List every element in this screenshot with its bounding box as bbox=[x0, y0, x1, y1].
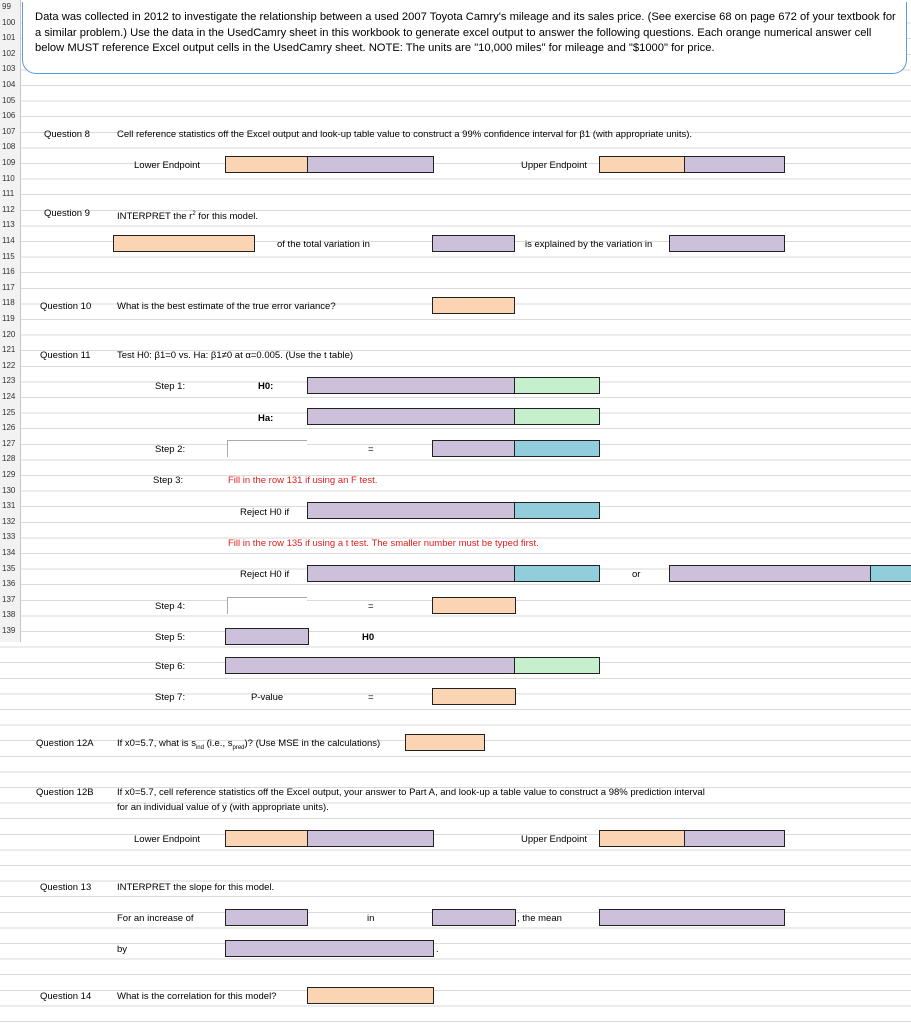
q9-variable-cell-2[interactable] bbox=[669, 235, 785, 252]
q9-percent-cell[interactable] bbox=[113, 235, 255, 252]
row-number[interactable]: 108 bbox=[2, 142, 16, 152]
row-number[interactable]: 99 bbox=[2, 2, 11, 11]
or-label: or bbox=[632, 569, 641, 580]
row-number[interactable]: 135 bbox=[2, 563, 16, 573]
period-label: . bbox=[436, 944, 439, 955]
step-2-equals: = bbox=[368, 444, 374, 455]
row-number[interactable]: 134 bbox=[2, 548, 16, 557]
question-12b-label: Question 12B bbox=[36, 787, 94, 798]
row-number[interactable]: 118 bbox=[2, 298, 15, 308]
row-number[interactable]: 106 bbox=[2, 111, 16, 121]
question-11-label: Question 11 bbox=[40, 350, 91, 361]
p-value-cell[interactable] bbox=[432, 688, 516, 705]
question-12b-text-line-1: If x0=5.7, cell reference statistics off the Excel output, your answer to Part A, and look-up a table value to construct a 98% prediction interval bbox=[117, 787, 705, 798]
question-10-label: Question 10 bbox=[40, 301, 92, 312]
step-6-label: Step 6: bbox=[155, 661, 186, 672]
q9-middle-text-1: of the total variation in bbox=[277, 239, 370, 250]
question-8-text: Cell reference statistics off the Excel output and look-up table value to construct a 99% confidence interval for β1 (with appropriate units). bbox=[117, 129, 693, 140]
question-14-label: Question 14 bbox=[40, 991, 92, 1002]
row-number[interactable]: 100 bbox=[2, 17, 16, 27]
row-number[interactable]: 109 bbox=[2, 158, 16, 167]
question-12a-label: Question 12A bbox=[36, 738, 94, 749]
step-2-label: Step 2: bbox=[155, 444, 186, 455]
h0-label: H0: bbox=[258, 381, 274, 392]
row-number[interactable]: 139 bbox=[2, 626, 16, 635]
row-number[interactable]: 105 bbox=[2, 95, 16, 105]
reject-h0-label-t: Reject H0 if bbox=[240, 569, 290, 580]
q9-middle-text-2: is explained by the variation in bbox=[525, 239, 653, 250]
h0-value-cell[interactable] bbox=[514, 377, 600, 394]
reject-t-condition-cell-2[interactable] bbox=[669, 565, 872, 582]
ha-label: Ha: bbox=[258, 413, 274, 424]
row-number[interactable]: 123 bbox=[2, 376, 16, 386]
row-number[interactable]: 126 bbox=[2, 423, 16, 433]
p-value-label: P-value bbox=[251, 692, 284, 703]
question-10-text: What is the best estimate of the true error variance? bbox=[117, 301, 336, 312]
lower-endpoint-label: Lower Endpoint bbox=[134, 160, 201, 171]
q14-answer-cell[interactable] bbox=[307, 987, 434, 1004]
row-number[interactable]: 117 bbox=[2, 282, 15, 292]
upper-endpoint-label: Upper Endpoint bbox=[521, 160, 588, 171]
reject-f-value-cell[interactable] bbox=[514, 502, 600, 519]
row-number[interactable]: 128 bbox=[2, 454, 16, 464]
question-14-text: What is the correlation for this model? bbox=[117, 991, 277, 1002]
row-number[interactable]: 104 bbox=[2, 80, 16, 89]
step-5-h0-label: H0 bbox=[362, 632, 375, 643]
row-number[interactable]: 129 bbox=[2, 470, 16, 479]
row-number[interactable]: 133 bbox=[2, 532, 16, 542]
row-number[interactable]: 127 bbox=[2, 438, 16, 448]
question-13-label: Question 13 bbox=[40, 882, 92, 893]
step-2-blank-cell[interactable] bbox=[227, 440, 307, 457]
q10-answer-cell[interactable] bbox=[432, 297, 515, 314]
row-number[interactable]: 113 bbox=[2, 220, 15, 230]
in-label: in bbox=[367, 913, 375, 924]
q12b-upper-cell-2[interactable] bbox=[684, 830, 785, 847]
row-number[interactable]: 110 bbox=[2, 173, 15, 183]
q13-response-cell[interactable] bbox=[599, 909, 785, 926]
row-number[interactable]: 124 bbox=[2, 392, 16, 401]
q12b-lower-endpoint-label: Lower Endpoint bbox=[134, 834, 201, 845]
q8-lower-cell-2[interactable] bbox=[307, 156, 434, 173]
q8-lower-cell-1[interactable] bbox=[225, 156, 308, 173]
question-11-text: Test H0: β1=0 vs. Ha: β1≠0 at α=0.005. (Use the t table) bbox=[117, 350, 354, 361]
row-number[interactable]: 122 bbox=[2, 360, 16, 370]
q13-variable-cell[interactable] bbox=[432, 909, 516, 926]
row-number[interactable]: 101 bbox=[2, 33, 16, 43]
row-header-column[interactable] bbox=[0, 0, 21, 642]
step-7-equals: = bbox=[368, 692, 374, 703]
row-number[interactable]: 138 bbox=[2, 610, 16, 620]
q12b-upper-endpoint-label: Upper Endpoint bbox=[521, 834, 588, 845]
question-9-label: Question 9 bbox=[44, 208, 90, 219]
reject-t-value-cell-1[interactable] bbox=[514, 565, 600, 582]
step-4-statistic-cell[interactable] bbox=[432, 597, 516, 614]
h0-parameter-cell[interactable] bbox=[307, 377, 516, 394]
t-test-note: Fill in the row 135 if using a t test. The smaller number must be typed first. bbox=[228, 538, 539, 549]
q13-increase-amount-cell[interactable] bbox=[225, 909, 308, 926]
step-4-blank-cell[interactable] bbox=[227, 597, 307, 614]
q9-variable-cell-1[interactable] bbox=[432, 235, 515, 252]
q12b-lower-cell-2[interactable] bbox=[307, 830, 434, 847]
question-8-label: Question 8 bbox=[44, 129, 90, 140]
step-4-label: Step 4: bbox=[155, 601, 186, 612]
q12a-answer-cell[interactable] bbox=[405, 734, 485, 751]
row-number[interactable]: 116 bbox=[2, 267, 15, 277]
row-number[interactable]: 131 bbox=[2, 501, 16, 511]
instruction-text: Data was collected in 2012 to investigate the relationship between a used 2007 Toyota Camry's mileage and its sales price. (See exercise 68 on page 672 of your textbook for a similar problem.) Use the data in the UsedCamry sheet in this workbook to generate excel output to answer the following questions. Each orange numerical answer cell below MUST reference Excel output cells in the UsedCamry sheet. NOTE: The units are "10,000 miles" for mileage and "$1000" for price. bbox=[35, 11, 896, 54]
step-5-decision-cell[interactable] bbox=[225, 628, 309, 645]
reject-t-value-cell-2[interactable] bbox=[870, 565, 911, 582]
row-number[interactable]: 102 bbox=[2, 48, 16, 58]
row-number[interactable]: 130 bbox=[2, 485, 16, 495]
step-2-statistic-cell[interactable] bbox=[432, 440, 516, 457]
question-12a-text: If x0=5.7, what is $s_{ind}$ (i.e., $s_{pred}$)? (Use MSE in the calculations) bbox=[117, 738, 381, 751]
reject-f-condition-cell[interactable] bbox=[307, 502, 516, 519]
ha-parameter-cell[interactable] bbox=[307, 408, 516, 425]
q12b-lower-cell-1[interactable] bbox=[225, 830, 308, 847]
reject-h0-label-f: Reject H0 if bbox=[240, 507, 290, 518]
question-12b-text-line-2: for an individual value of y (with appropriate units). bbox=[117, 802, 329, 813]
row-number[interactable]: 132 bbox=[2, 516, 16, 526]
row-number[interactable]: 115 bbox=[2, 251, 15, 261]
the-mean-label: , the mean bbox=[517, 913, 562, 924]
by-label: by bbox=[117, 944, 128, 955]
step-2-value-cell[interactable] bbox=[514, 440, 600, 457]
row-number[interactable]: 125 bbox=[2, 407, 16, 417]
question-9-text: INTERPRET the $r^2$ for this model. bbox=[117, 211, 258, 223]
row-number[interactable]: 119 bbox=[2, 314, 15, 323]
row-number[interactable]: 137 bbox=[2, 594, 16, 604]
reject-t-condition-cell-1[interactable] bbox=[307, 565, 516, 582]
row-number[interactable]: 120 bbox=[2, 329, 16, 339]
step-5-label: Step 5: bbox=[155, 632, 186, 643]
increase-of-label: For an increase of bbox=[117, 913, 194, 924]
step-6-value-cell[interactable] bbox=[514, 657, 600, 674]
instruction-text-box bbox=[22, 2, 907, 74]
step-4-equals: = bbox=[368, 601, 374, 612]
q8-upper-cell-2[interactable] bbox=[684, 156, 785, 173]
ha-value-cell[interactable] bbox=[514, 408, 600, 425]
row-number[interactable]: 112 bbox=[2, 204, 15, 214]
step-3-label: Step 3: bbox=[153, 475, 184, 486]
step-1-label: Step 1: bbox=[155, 381, 186, 392]
q13-change-cell[interactable] bbox=[225, 940, 434, 957]
row-number[interactable]: 136 bbox=[2, 579, 16, 589]
row-number[interactable]: 121 bbox=[2, 345, 16, 355]
row-number[interactable]: 107 bbox=[2, 126, 16, 136]
f-test-note: Fill in the row 131 if using an F test. bbox=[228, 475, 378, 486]
q12b-upper-cell-1[interactable] bbox=[599, 830, 685, 847]
step-7-label: Step 7: bbox=[155, 692, 186, 703]
step-6-conclusion-cell[interactable] bbox=[225, 657, 516, 674]
q8-upper-cell-1[interactable] bbox=[599, 156, 685, 173]
row-number[interactable]: 103 bbox=[2, 64, 16, 74]
question-13-text: INTERPRET the slope for this model. bbox=[117, 882, 275, 893]
row-number[interactable]: 111 bbox=[2, 189, 15, 199]
row-number[interactable]: 114 bbox=[2, 236, 15, 245]
